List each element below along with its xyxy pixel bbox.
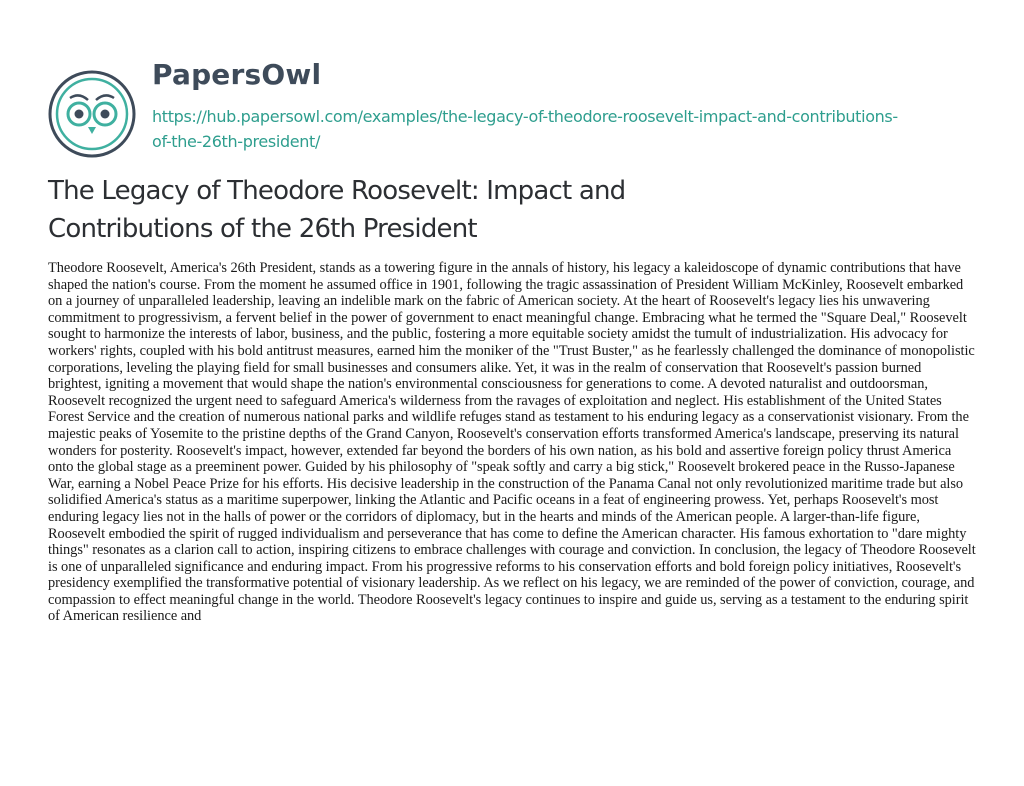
brand-name: PapersOwl [152,58,322,91]
source-url-link[interactable]: https://hub.papersowl.com/examples/the-legacy-of-theodore-roosevelt-impact-and-contributions-of-the-26th-president/ [152,107,898,151]
brand [152,30,852,100]
document-body: Theodore Roosevelt, America's 26th President, stands as a towering figure in the annals of history, his legacy a kaleidoscope of dynamic contributions that have shaped the nation's course. From the moment he assumed office in 1901, following the tragic assassination of President William McKinley, Roosevelt embarked on a journey of unparalleled leadership, leaving an indelible mark on the fabric of American society. At the heart of Roosevelt's legacy lies his unwavering commitment to progressivism, a fervent belief in the power of government to enact meaningful change. Embracing what he termed the "Square Deal," Roosevelt sought to harmonize the interests of labor, business, and the public, fostering a more equitable society amidst the tumult of industrialization. His advocacy for workers' rights, coupled with his bold antitrust measures, earned him the moniker of the "Trust Buster," as he fearlessly challenged the dominance of monopolistic corporations, leveling the playing field for small businesses and consumers alike. Yet, it was in the realm of conservation that Roosevelt's passion burned brightest, igniting a movement that would shape the nation's environmental consciousness for generations to come. A devoted naturalist and outdoorsman, Roosevelt recognized the urgent need to safeguard America's wilderness from the ravages of exploitation and neglect. His establishment of the United States Forest Service and the creation of numerous national parks and wildlife refuges stand as testament to his enduring legacy as a conservationist visionary. From the majestic peaks of Yosemite to the pristine depths of the Grand Canyon, Roosevelt's conservation efforts transformed America's landscape, preserving its natural wonders for posterity. Roosevelt's impact, however, extended far beyond the borders of his own nation, as his bold and assertive foreign policy thrust America onto the global stage as a preeminent power. Guided by his philosophy of "speak softly and carry a big stick," Roosevelt brokered peace in the Russo-Japanese War, earning a Nobel Peace Prize for his efforts. His decisive leadership in the construction of the Panama Canal not only revolutionized maritime trade but also solidified America's status as a maritime superpower, linking the Atlantic and Pacific oceans in a feat of engineering prowess. Yet, perhaps Roosevelt's most enduring legacy lies not in the halls of power or the corridors of diplomacy, but in the hearts and minds of the American people. A larger-than-life figure, Roosevelt embodied the spirit of rugged individualism and perseverance that has come to define the American character. His famous exhortation to "dare mighty things" resonates as a clarion call to action, inspiring citizens to embrace challenges with courage and conviction. In conclusion, the legacy of Theodore Roosevelt is one of unparalleled significance and enduring impact. From his progressive reforms to his conservation efforts and bold foreign policy initiatives, Roosevelt's presidency exemplified the transformative potential of visionary leadership. As we reflect on his legacy, we are reminded of the power of conviction, courage, and compassion to effect meaningful change in the world. Theodore Roosevelt's legacy continues to inspire and guide us, serving as a testament to the enduring spirit of American resilience and [48,260,976,625]
page-title: The Legacy of Theodore Roosevelt: Impact and Contributions of the 26th President [48,176,626,244]
header [48,28,988,158]
owl-logo-icon [48,70,136,158]
